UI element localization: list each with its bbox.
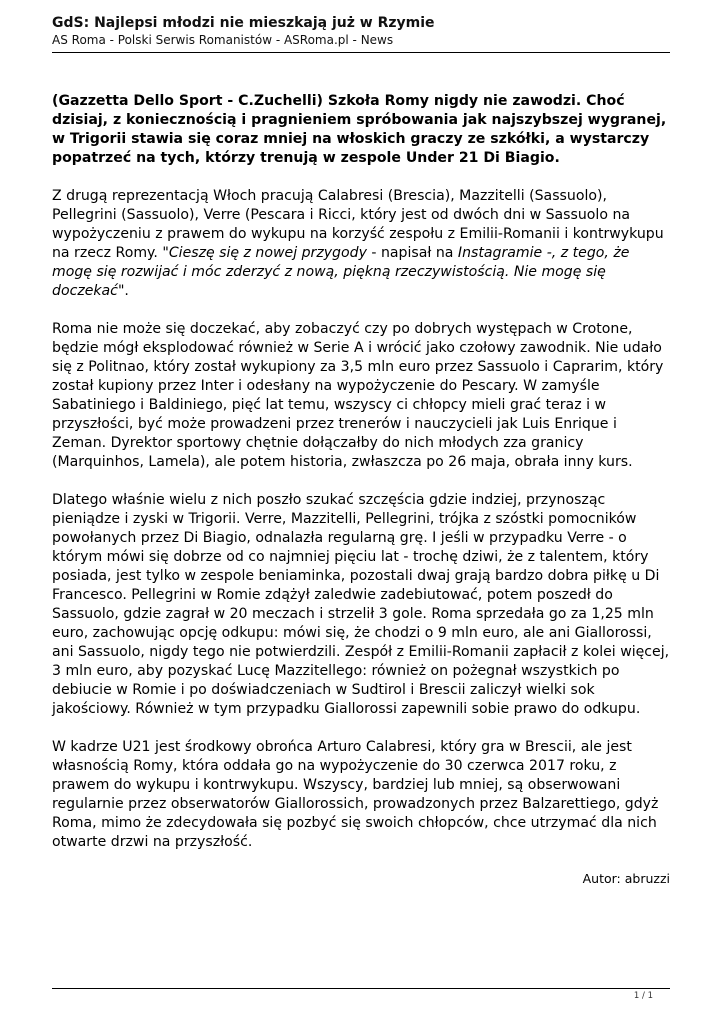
author-line: Autor: abruzzi: [582, 871, 670, 886]
page-header: [52, 14, 670, 49]
article-paragraph-4: W kadrze U21 jest środkowy obrońca Arturo Calabresi, który gra w Brescii, ale jest własnością Romy, która oddała go na wypożyczenie do 30 czerwca 2017 roku, z prawem do wykupu i kontrwykupu. Wszyscy, bardziej lub mniej, są obserwowani regularnie przez obserwatorów Giallorossich, prowadzonych przez Balzarettiego, gdyż Roma, mimo że zdecydowała się pozbyć się swoich chłopców, chce utrzymać dla nich otwarte drzwi na przyszłość.: [52, 739, 659, 850]
article-body: [52, 92, 672, 871]
quote-text: Cieszę się z nowej przygody: [168, 245, 367, 261]
article-paragraph-3: Dlatego właśnie wielu z nich poszło szukać szczęścia gdzie indziej, przynosząc pieniądze i zyski w Trigorii. Verre, Mazzitelli, Pellegrini, trójka z szóstki pomocników powołanych przez Di Biagio, odnalazła regularną grę. I jeśli w przypadku Verre - o którym mówi się dobrze od co najmniej pięciu lat - trochę dziwi, że z talentem, który posiada, jest tylko w zespole beniaminka, pozostali dwaj grają bardzo dobra piłkę u Di Francesco. Pellegrini w Romie zdążył zaledwie zadebiutować, potem poszedł do Sassuolo, gdzie zagrał w 20 meczach i strzelił 3 gole. Roma sprzedała go za 1,25 mln euro, zachowując opcję odkupu: mówi się, że chodzi o 9 mln euro, ale ani Giallorossi, ani Sassuolo, nigdy tego nie potwierdzili. Zespół z Emilii-Romanii zapłacił z kolei więcej, 3 mln euro, aby pozyskać Lucę Mazzitellego: również on pożegnał wszystkich po debiucie w Romie i po doświadczeniach w Sudtirol i Brescii zaliczył wielki sok jakościowy. Również w tym przypadku Giallorossi zapewnili sobie prawo do odkupu.: [52, 492, 670, 717]
instagram-text: Instagramie: [457, 245, 543, 261]
article-paragraph-1: [52, 187, 672, 301]
paragraph-text: - napisał na: [366, 245, 458, 261]
site-name: AS Roma - Polski Serwis Romanistów - ASRoma.pl - News: [52, 33, 394, 47]
paragraph-text: ".: [117, 283, 129, 299]
footer-divider: [52, 988, 670, 989]
article-paragraph-2: Roma nie może się doczekać, aby zobaczyć czy po dobrych występach w Crotone, będzie mógł eksplodować również w Serie A i wrócić jako czołowy zawodnik. Nie udało się z Politnao, który został wykupiony za 3,5 mln euro przez Sassuolo i Caprarim, który został kupiony przez Inter i odesłany na wypożyczenie do Pescary. W zamyśle Sabatiniego i Baldiniego, pięć lat temu, wszyscy ci chłopcy mieli grać teraz i w przyszłości, być może prowadzeni przez trenerów i nauczycieli jak Luis Enrique i Zeman. Dyrektor sportowy chętnie dołączałby do nich młodych zza granicy (Marquinhos, Lamela), ale potem historia, zwłaszcza po 26 maja, obrała inny kurs.: [52, 321, 664, 470]
header-divider: [52, 52, 670, 53]
article-title: GdS: Najlepsi młodzi nie mieszkają już w Rzymie: [52, 15, 435, 31]
page-number: 1 / 1: [633, 991, 653, 1001]
article-lead: (Gazzetta Dello Sport - C.Zuchelli) Szkoła Romy nigdy nie zawodzi. Choć dzisiaj, z koniecznością i pragnieniem spróbowania jak najszybszej wygranej, w Trigorii stawia się coraz mniej na włoskich graczy ze szkółki, a wystarczy popatrzeć na tych, którzy trenują w zespole Under 21 Di Biagio.: [52, 93, 667, 166]
paragraph-text: Z drugą reprezentacją Włoch pracują Calabresi (Brescia), Mazzitelli (Sassuolo), Pellegrini (Sassuolo), Verre (Pescara i Ricci, który jest od dwóch dni w Sassuolo na wypożyczeniu z prawem do wykupu na korzyść zespołu z Emilii-Romanii i kontrwykupu na rzecz Romy. ": [52, 188, 664, 261]
quote-text: -, z tego, że mogę się rozwijać i móc zderzyć z nową, piękną rzeczywistością. Nie mogę się doczekać: [52, 245, 630, 299]
